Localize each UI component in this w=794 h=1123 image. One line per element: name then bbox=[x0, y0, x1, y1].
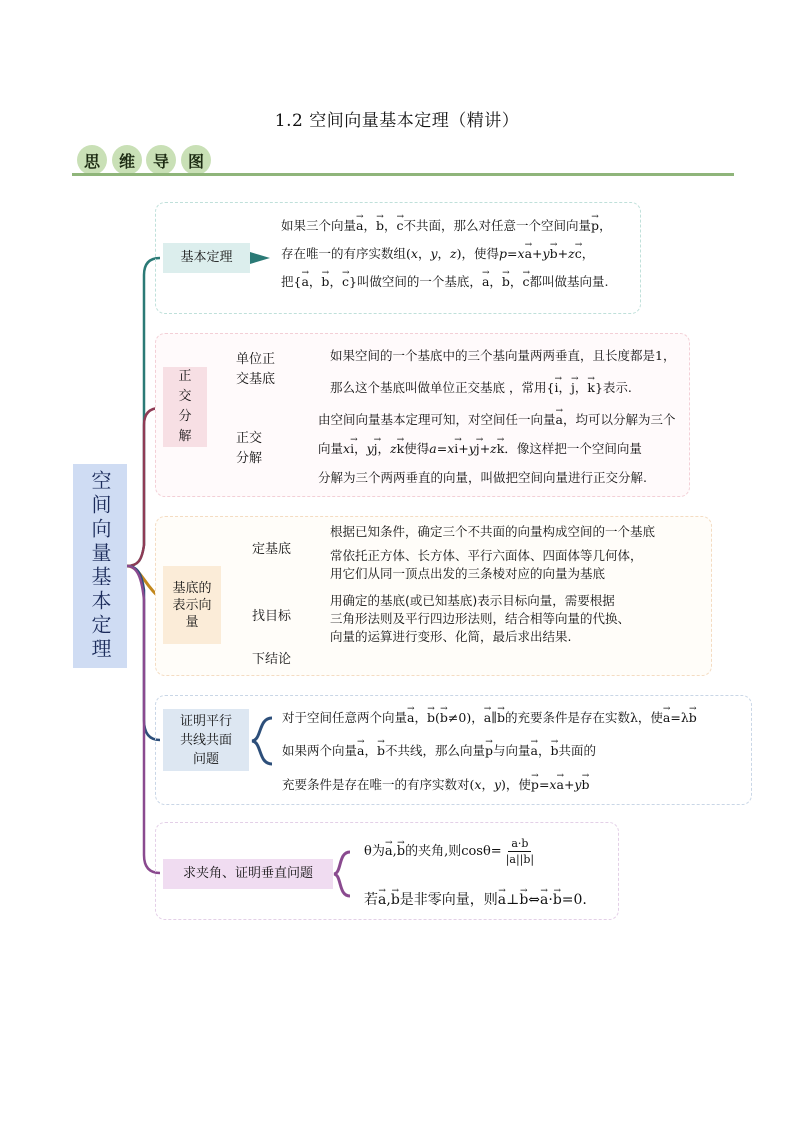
basis-rep-label: 基底的表示向量 bbox=[172, 580, 212, 630]
unit-ortho-basis-text bbox=[330, 346, 675, 398]
fix-basis-line-1: 根据已知条件，确定三个不共面的向量构成空间的一个基底 bbox=[330, 524, 656, 539]
parallel-line-1: 对于空间任意两个向量→ a，→ b(→ b≠0)，→ a∥→ b的充要条件是存在实数λ，使→ a=λ→ b bbox=[282, 708, 697, 728]
basic-theorem-text bbox=[281, 216, 612, 292]
parallel-line-2: 如果两个向量→ a，→ b不共线，那么向量→ p与向量→ a，→ b共面的 bbox=[282, 741, 697, 761]
angle-formula-1 bbox=[364, 836, 534, 867]
ortho-decomp-label: 正交分解 bbox=[236, 431, 263, 466]
header-badge-4: 图 bbox=[181, 145, 211, 175]
header-badge-2: 维 bbox=[112, 145, 142, 175]
cos-fraction-numerator: a·b bbox=[508, 836, 531, 852]
find-target-line-3: 向量的运算进行变形、化简，最后求出结果. bbox=[330, 629, 572, 644]
angle-label: 求夹角、证明垂直问题 bbox=[182, 866, 313, 881]
find-target-label: 找目标 bbox=[252, 609, 292, 624]
parallel-text bbox=[282, 708, 697, 795]
angle-formula-prefix: θ为→ a,→ b的夹角,则cosθ= bbox=[364, 842, 502, 862]
basic-theorem-node bbox=[163, 243, 250, 273]
parallel-label: 证明平行共线共面问题 bbox=[179, 713, 232, 767]
angle-node bbox=[163, 859, 333, 889]
basic-theorem-label: 基本定理 bbox=[180, 250, 233, 265]
ortho-decomp-line-1: 由空间向量基本定理可知，对空间任一向量→ a，均可以分解为三个 bbox=[318, 410, 675, 430]
fix-basis-label: 定基底 bbox=[252, 542, 292, 557]
angle-formula-2: 若→ a,→ b是非零向量，则→ a⊥→ b⇔→ a·→ b=0. bbox=[364, 890, 587, 910]
fix-basis-line-2: 常依托正方体、长方体、平行六面体、四面体等几何体， bbox=[330, 548, 643, 563]
find-target-text bbox=[330, 592, 630, 646]
find-target-line-2: 三角形法则及平行四边形法则，结合相等向量的代换、 bbox=[330, 611, 631, 626]
root-label: 空间向量基本定理 bbox=[88, 470, 112, 662]
basic-theorem-line-2: 存在唯一的有序实数组(x，y，z)，使得p=x→ a+y→ b+z→ c， bbox=[281, 244, 612, 264]
basic-theorem-line-3: 把{→ a，→ b，→ c}叫做空间的一个基底，→ a，→ b，→ c都叫做基向量. bbox=[281, 272, 612, 292]
fix-basis-line-3: 用它们从同一顶点出发的三条棱对应的向量为基底 bbox=[330, 566, 606, 581]
fix-basis-text bbox=[330, 523, 655, 583]
unit-ortho-line-1: 如果空间的一个基底中的三个基向量两两垂直，且长度都是1， bbox=[330, 348, 676, 363]
cos-fraction bbox=[506, 836, 534, 867]
ortho-label: 正交分解 bbox=[178, 369, 192, 444]
header-badge-3: 导 bbox=[146, 145, 176, 175]
cos-fraction-denominator: |a||b| bbox=[505, 853, 535, 866]
unit-ortho-line-2: 那么这个基底叫做单位正交基底 ，常用{→ i，→ j，→ k}表示. bbox=[330, 378, 675, 398]
ortho-decomp-text bbox=[318, 410, 675, 488]
ortho-node bbox=[163, 367, 207, 447]
basis-rep-node bbox=[163, 566, 221, 644]
parallel-node bbox=[163, 709, 249, 771]
unit-ortho-basis-label: 单位正交基底 bbox=[236, 352, 276, 387]
parallel-line-3: 充要条件是存在唯一的有序实数对(x，y)，使→ p=x→ a+y→ b bbox=[282, 775, 697, 795]
ortho-decomp-line-3: 分解为三个两两垂直的向量，叫做把空间向量进行正交分解. bbox=[318, 470, 647, 485]
basic-theorem-line-1: 如果三个向量→ a，→ b，→ c不共面，那么对任意一个空间向量→ p， bbox=[281, 216, 612, 236]
ortho-decomp-line-2: 向量x→ i，y→ j，z→ k使得a=x→ i+y→ j+z→ k．像这样把一个空间向量 bbox=[318, 439, 675, 459]
header-badge-1: 思 bbox=[77, 145, 107, 175]
root-node bbox=[73, 464, 127, 668]
conclude-label: 下结论 bbox=[252, 652, 292, 667]
find-target-line-1: 用确定的基底(或已知基底)表示目标向量，需要根据 bbox=[330, 593, 615, 608]
page-title: 1.2 空间向量基本定理（精讲） bbox=[274, 111, 520, 131]
